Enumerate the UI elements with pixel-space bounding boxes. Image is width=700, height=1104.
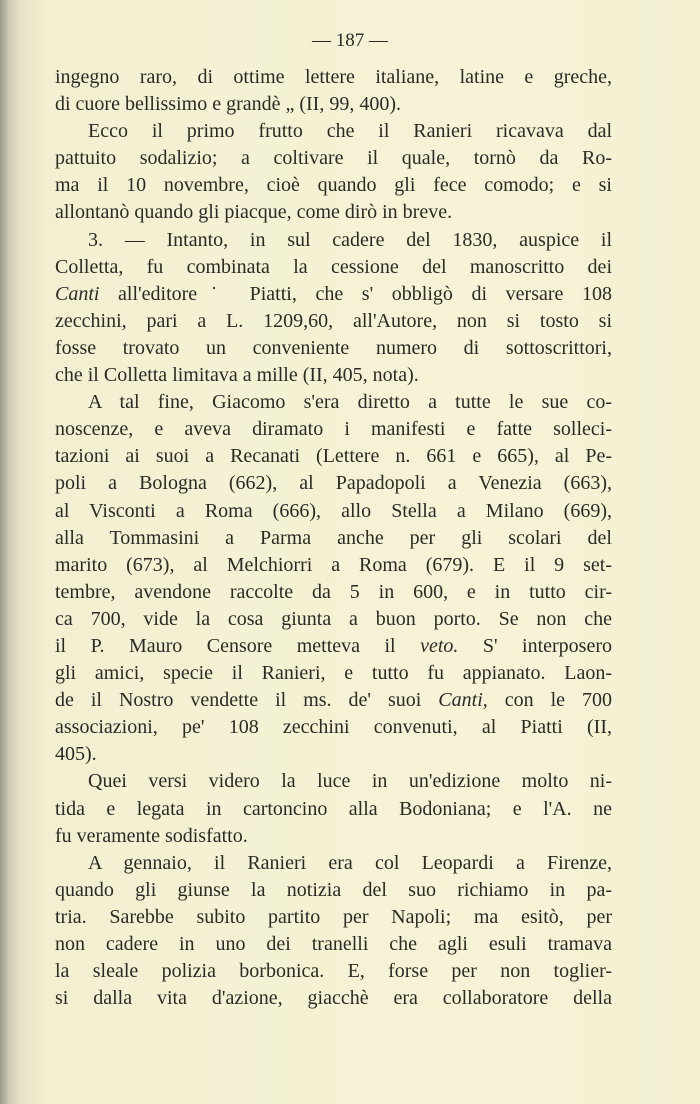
text-line xyxy=(55,958,612,985)
text-segment: fosse trovato un conveniente numero di sottoscrittori, xyxy=(55,336,612,359)
text-segment: alla Tommasini a Parma anche per gli scolari del xyxy=(55,526,612,549)
text-line xyxy=(55,823,612,850)
text-segment: marito (673), al Melchiorri a Roma (679). E il 9 set- xyxy=(55,553,612,576)
text-segment: pattuito sodalizio; a coltivare il quale, tornò da Ro- xyxy=(55,147,612,170)
text-segment: Ecco il primo frutto che il Ranieri ricavava dal xyxy=(88,120,612,143)
text-line xyxy=(55,389,612,416)
text-line xyxy=(55,118,612,145)
text-line xyxy=(55,443,612,470)
text-segment: tida e legata in cartoncino alla Bodoniana; e l'A. ne xyxy=(55,797,612,820)
text-segment: quando gli giunse la notizia del suo richiamo in pa- xyxy=(55,878,612,901)
text-line xyxy=(55,525,612,552)
text-line xyxy=(55,850,612,877)
text-line xyxy=(55,172,612,199)
text-segment: il P. Mauro Censore metteva il xyxy=(55,634,421,657)
text-line xyxy=(55,254,612,281)
text-line xyxy=(55,335,612,362)
text-line xyxy=(55,606,612,633)
text-line xyxy=(55,633,612,660)
text-segment: gli amici, specie il Ranieri, e tutto fu appianato. Laon- xyxy=(55,662,612,685)
text-line xyxy=(55,281,612,308)
text-segment: si dalla vita d'azione, giacchè era collaboratore della xyxy=(55,987,612,1010)
text-segment: tria. Sarebbe subito partito per Napoli; ma esitò, per xyxy=(55,905,612,928)
text-segment: tazioni ai suoi a Recanati (Lettere n. 661 e 665), al Pe- xyxy=(55,445,612,468)
text-segment: Colletta, fu combinata la cessione del manoscritto dei xyxy=(55,255,612,278)
text-segment: che il Colletta limitava a mille (II, 405, nota). xyxy=(55,364,419,387)
text-line xyxy=(55,552,612,579)
text-segment: tembre, avendone raccolte da 5 in 600, e in tutto cir- xyxy=(55,580,612,603)
text-line xyxy=(55,579,612,606)
text-segment: al Visconti a Roma (666), allo Stella a Milano (669), xyxy=(55,499,612,522)
text-segment: ma il 10 novembre, cioè quando gli fece comodo; e si xyxy=(55,174,612,197)
text-line xyxy=(55,985,612,1012)
text-line xyxy=(55,741,612,768)
text-line xyxy=(55,768,612,795)
text-segment: Quei versi videro la luce in un'edizione molto ni- xyxy=(88,770,612,793)
text-segment: di cuore bellissimo e grandè „ (II, 99, 400). xyxy=(55,93,402,116)
text-line xyxy=(55,796,612,823)
italic-text: veto. xyxy=(420,634,459,657)
text-line xyxy=(55,199,612,226)
text-segment: poli a Bologna (662), al Papadopoli a Venezia (663), xyxy=(55,472,612,495)
text-line xyxy=(55,660,612,687)
text-line xyxy=(55,362,612,389)
text-segment: non cadere in uno dei tranelli che agli esuli tramava xyxy=(55,933,612,955)
text-segment: allontanò quando gli piacque, come dirò in breve. xyxy=(55,201,453,224)
italic-text: Canti xyxy=(438,689,483,712)
page-number: — 187 — xyxy=(312,30,388,51)
text-segment: fu veramente sodisfatto. xyxy=(55,824,248,847)
body-text xyxy=(55,64,612,1012)
italic-text: Canti xyxy=(55,282,100,305)
text-segment: all'editore˙ Piatti, che s' obbligò di versare 108 xyxy=(99,282,612,305)
text-line xyxy=(55,498,612,525)
text-line xyxy=(55,470,612,497)
text-line xyxy=(55,145,612,172)
text-line xyxy=(55,877,612,904)
text-line xyxy=(55,904,612,931)
text-segment: A tal fine, Giacomo s'era diretto a tutte le sue co- xyxy=(88,391,612,414)
text-segment: associazioni, pe' 108 zecchini convenuti, al Piatti (II, xyxy=(55,716,612,739)
text-segment: 3. — Intanto, in sul cadere del 1830, auspice il xyxy=(88,228,612,251)
text-segment: , con le 700 xyxy=(482,689,613,712)
text-segment: la sleale polizia borbonica. E, forse per non toglier- xyxy=(55,960,612,983)
text-line xyxy=(55,64,612,91)
text-line xyxy=(55,308,612,335)
text-segment: de il Nostro vendette il ms. de' suoi xyxy=(55,689,439,712)
text-line xyxy=(55,91,612,118)
text-segment: 405). xyxy=(55,743,97,766)
text-segment: zecchini, pari a L. 1209,60, all'Autore, non si tosto si xyxy=(55,309,612,332)
text-line xyxy=(55,416,612,443)
text-line xyxy=(55,687,612,714)
text-line xyxy=(55,714,612,741)
text-line xyxy=(55,931,612,958)
text-segment: S' interposero xyxy=(458,634,612,657)
text-segment: ingegno raro, di ottime lettere italiane, latine e greche, xyxy=(55,66,612,88)
text-line xyxy=(55,227,612,254)
text-segment: ca 700, vide la cosa giunta a buon porto. Se non che xyxy=(55,607,612,630)
text-segment: A gennaio, il Ranieri era col Leopardi a Firenze, xyxy=(88,851,612,874)
text-segment: noscenze, e aveva diramato i manifesti e fatte solleci- xyxy=(55,418,612,441)
